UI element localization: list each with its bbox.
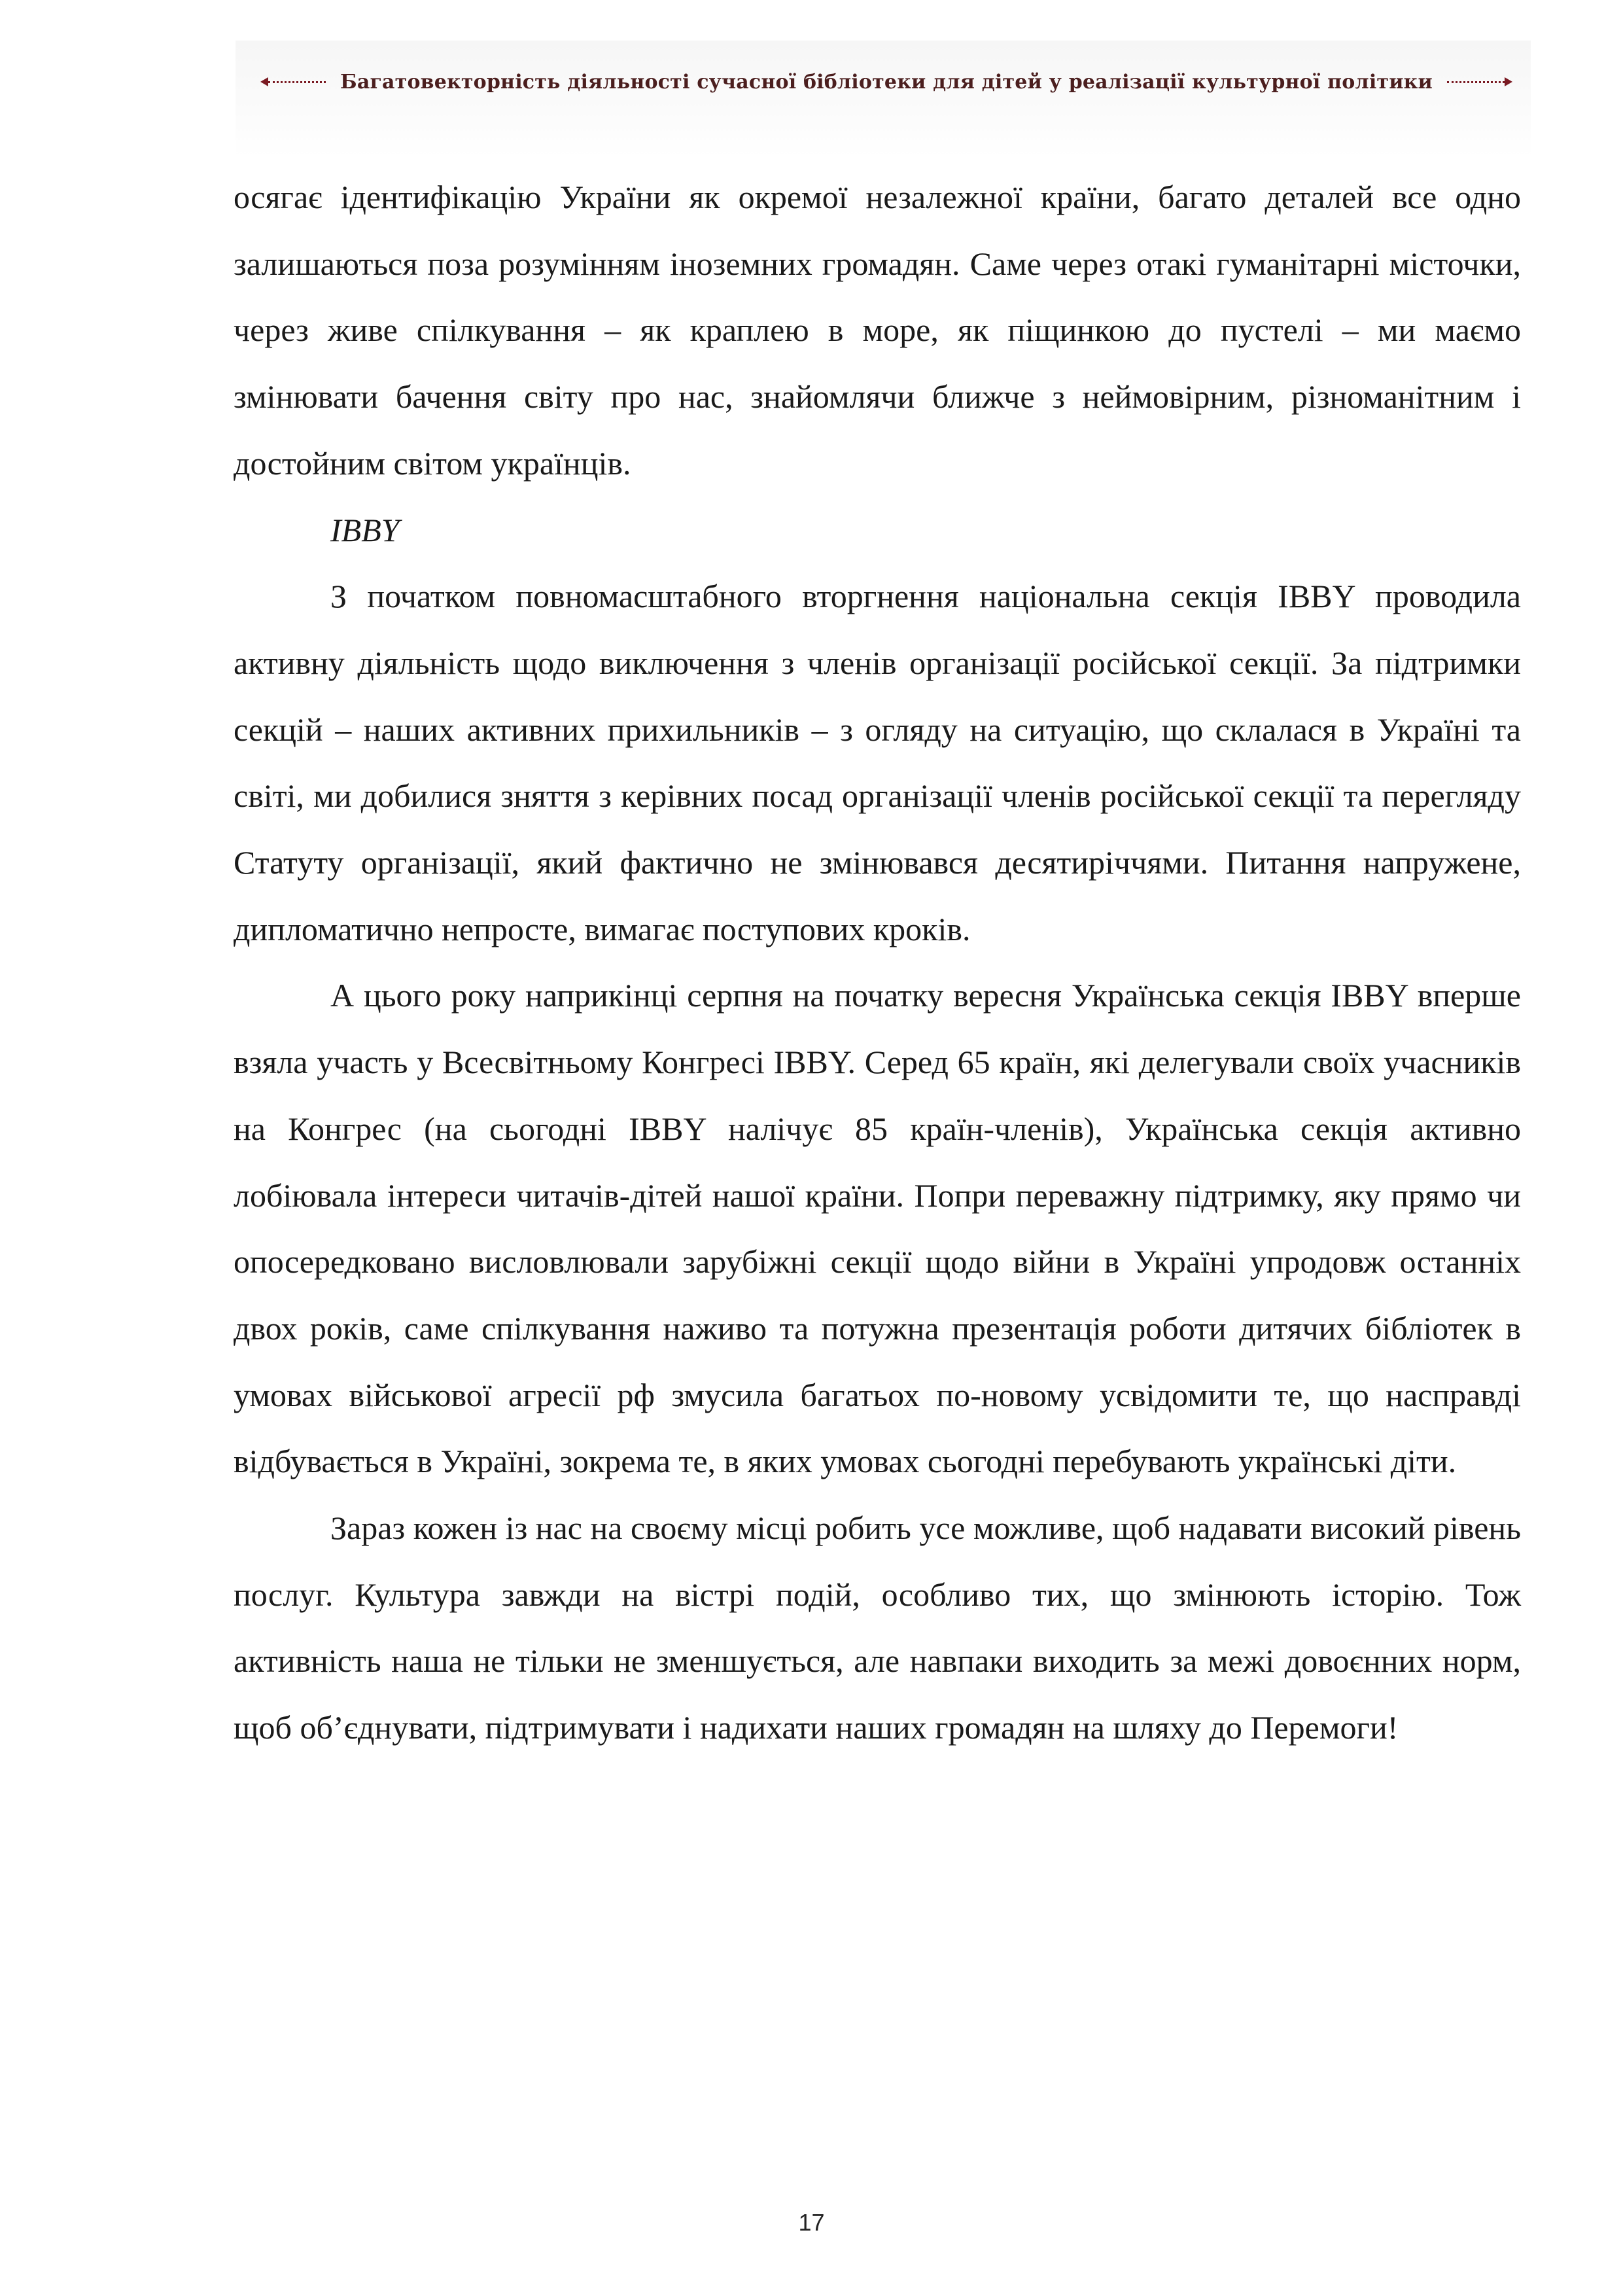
header-band bbox=[236, 41, 1531, 158]
page-number: 17 bbox=[798, 2209, 825, 2236]
running-header-title: Багатовекторність діяльності сучасної бібліотеки для дітей у реалізації культурної політики bbox=[340, 70, 1433, 94]
page-body bbox=[234, 164, 1521, 1761]
dotted-arrow-right-icon bbox=[1447, 75, 1512, 88]
body-paragraph: Зараз кожен із нас на своєму місці робить усе можливе, щоб надавати високий рівень послуг. Культура завжди на вістрі подій, особливо тих, що змінюють історію. Тож активність наша не тільки не зменшується, але навпаки виходить за межі довоєнних норм, щоб об’єднувати, підтримувати і надихати наших громадян на шляху до Перемоги! bbox=[234, 1510, 1521, 1746]
section-heading-ibby: IBBY bbox=[330, 511, 400, 548]
dotted-arrow-left-icon bbox=[260, 75, 326, 88]
body-paragraph-continued: осягає ідентифікацію України як окремої незалежної країни, багато деталей все одно залишаються поза розумінням іноземних громадян. Саме через отакі гуманітарні місточки, через живе спілкування – як краплею в море, як піщинкою до пустелі – ми маємо змінювати бачення світу про нас, знайомлячи ближче з неймовірним, різноманітним і достойним світом українців. bbox=[234, 179, 1521, 482]
body-paragraph: А цього року наприкінці серпня на початку вересня Українська секція IBBY вперше взяла участь у Всесвітньому Конгресі IBBY. Серед 65 країн, які делегували своїх учасників на Конгрес (на сьогодні IBBY налічує 85 країн-членів), Українська секція активно лобіювала інтереси читачів-дітей нашої країни. Попри переважну підтримку, яку прямо чи опосередковано висловлювали зарубіжні секції щодо війни в Україні упродовж останніх двох років, саме спілкування наживо та потужна презентація роботи дитячих бібліотек в умовах військової агресії рф змусила багатьох по-новому усвідомити те, що насправді відбувається в Україні, зокрема те, в яких умовах сьогодні перебувають українські діти. bbox=[234, 977, 1521, 1480]
running-header bbox=[255, 65, 1518, 98]
body-paragraph: З початком повномасштабного вторгнення національна секція IBBY проводила активну діяльність щодо виключення з членів організації російської секції. За підтримки секцій – наших активних прихильників – з огляду на ситуацію, що склалася в Україні та світі, ми добилися зняття з керівних посад організації членів російської секції та перегляду Статуту організації, який фактично не змінювався десятиріччями. Питання напружене, дипломатично непросте, вимагає поступових кроків. bbox=[234, 578, 1521, 947]
